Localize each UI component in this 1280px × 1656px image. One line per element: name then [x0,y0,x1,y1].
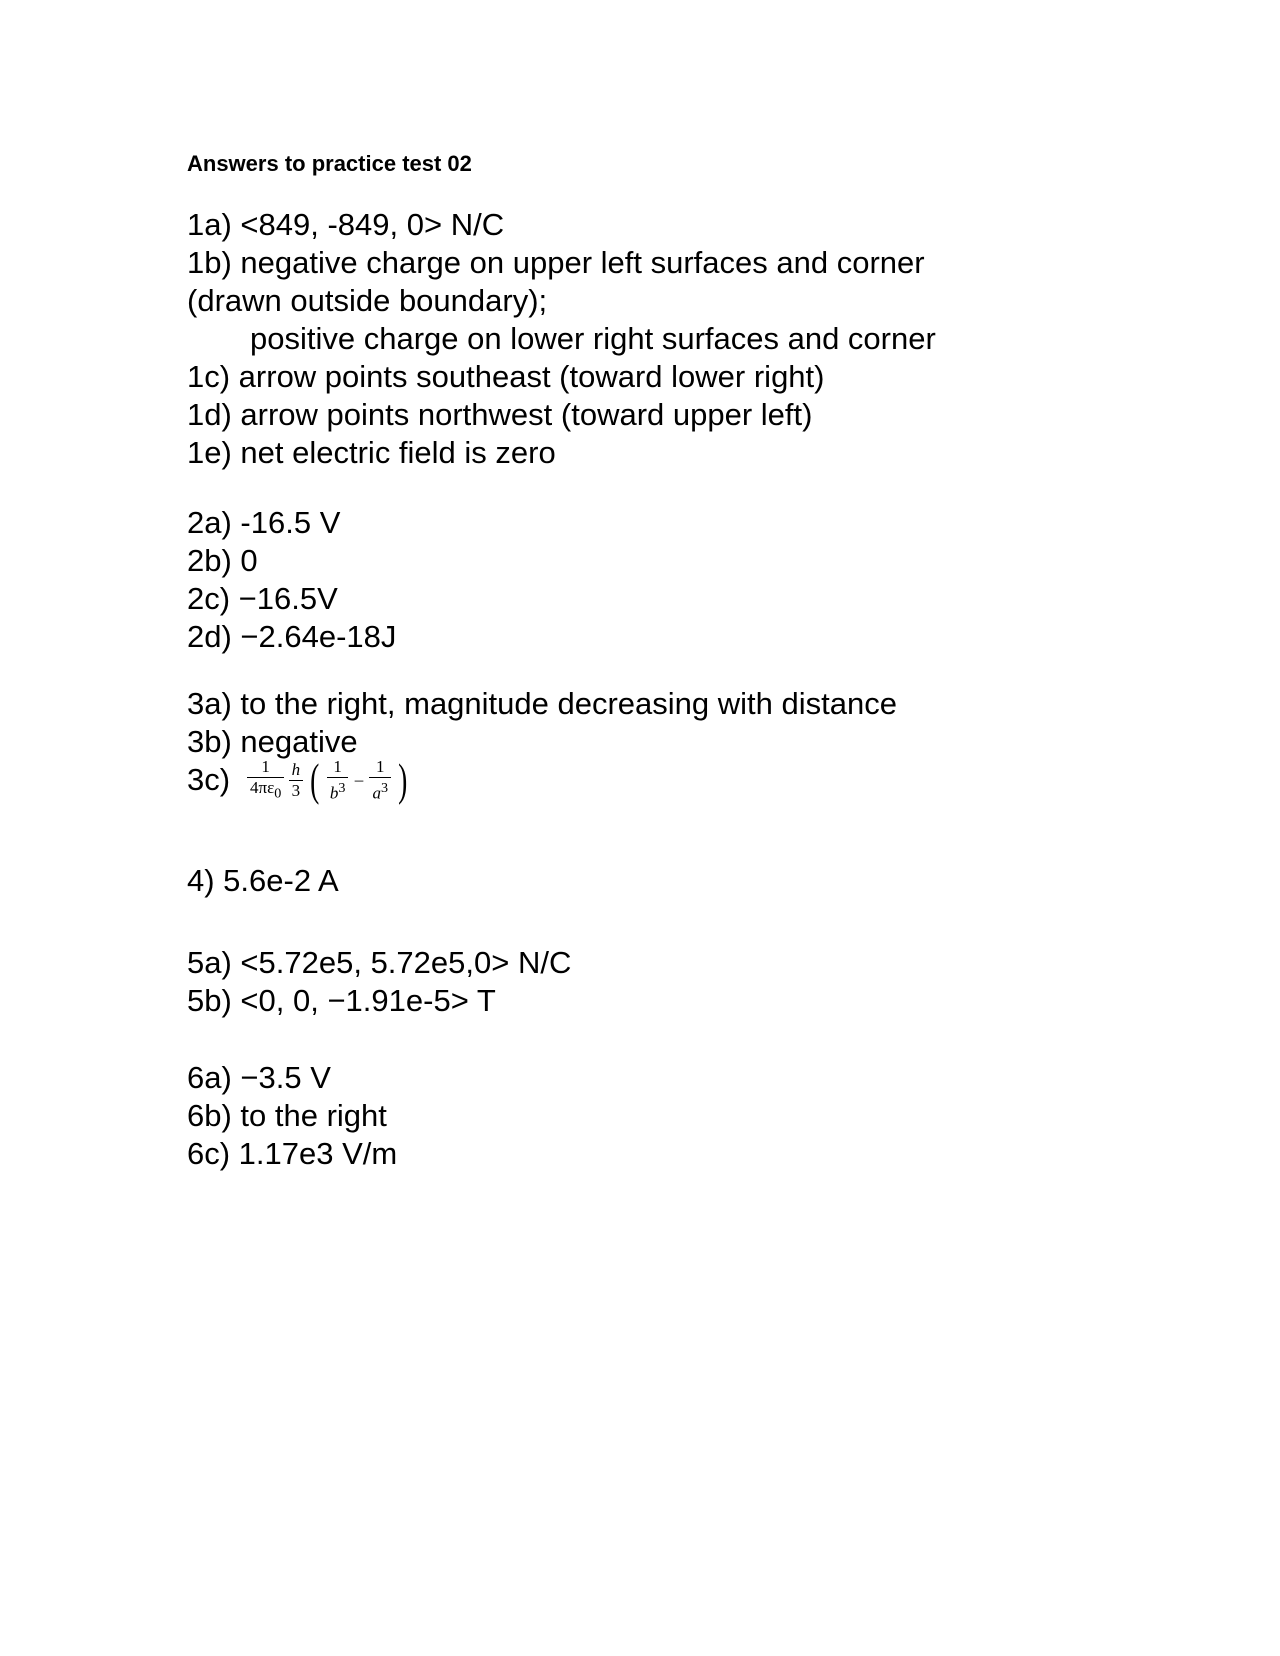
formula-fraction-4-numerator: 1 [369,757,391,778]
answer-5a: 5a) <5.72e5, 5.72e5,0> N/C [187,945,572,980]
formula-fraction-2-denominator: 3 [291,780,301,800]
formula-left-paren: ( [310,754,320,806]
answers-section-3 [187,685,897,806]
answer-4: 4) 5.6e-2 A [187,863,339,898]
answer-5b: 5b) <0, 0, −1.91e-5> T [187,983,496,1018]
formula-fraction-1 [247,757,284,803]
formula-fraction-3-denominator: $b^3$ [329,780,346,803]
answer-2a: 2a) -16.5 V [187,505,341,540]
answer-1c: 1c) arrow points southeast (toward lower right) [187,359,825,394]
answers-section-2 [187,504,396,656]
answers-section-5 [187,944,571,1020]
formula-fraction-2-numerator: h [291,759,301,779]
answers-section-6 [187,1059,397,1173]
answer-1e: 1e) net electric field is zero [187,435,556,470]
formula-b-exponent: 3 [338,780,346,796]
answers-section-1 [187,206,936,472]
formula-fraction-4 [369,757,391,804]
answer-2b: 2b) 0 [187,543,258,578]
answer-3c-formula [247,754,411,806]
answer-2c: 2c) −16.5V [187,581,338,616]
page-title: Answers to practice test 02 [187,151,472,176]
formula-fraction-4-denominator: $a^3$ [372,780,389,803]
answer-1a: 1a) <849, -849, 0> N/C [187,207,505,242]
formula-right-paren: ) [398,754,408,806]
answers-section-4 [187,862,339,900]
formula-epsilon-subscript: 0 [274,785,282,802]
answer-1d: 1d) arrow points northwest (toward upper left) [187,397,813,432]
answer-2d: 2d) −2.64e-18J [187,619,397,654]
formula-a-exponent: 3 [380,780,389,796]
formula-fraction-3 [327,757,349,804]
answer-6a: 6a) −3.5 V [187,1060,331,1095]
answer-6c: 6c) 1.17e3 V/m [187,1136,398,1171]
answer-6b: 6b) to the right [187,1098,387,1133]
formula-fraction-1-numerator: 1 [247,757,284,778]
formula-minus-sign: – [354,770,364,790]
answer-1b-line2: (drawn outside boundary); [187,283,548,318]
answer-3a: 3a) to the right, magnitude decreasing with distance [187,686,897,721]
answer-1b-line3: positive charge on lower right surfaces and corner [250,321,936,356]
answer-1b-line1: 1b) negative charge on upper left surfaces and corner [187,245,925,280]
formula-fraction-3-numerator: 1 [327,757,349,778]
answer-3c [187,754,897,806]
answer-3b: 3b) negative [187,724,358,759]
formula-fraction-2 [289,760,304,801]
answer-3c-label: 3c) [187,762,231,797]
formula-fraction-1-denominator: $4\pi\varepsilon_0$ [250,778,282,802]
